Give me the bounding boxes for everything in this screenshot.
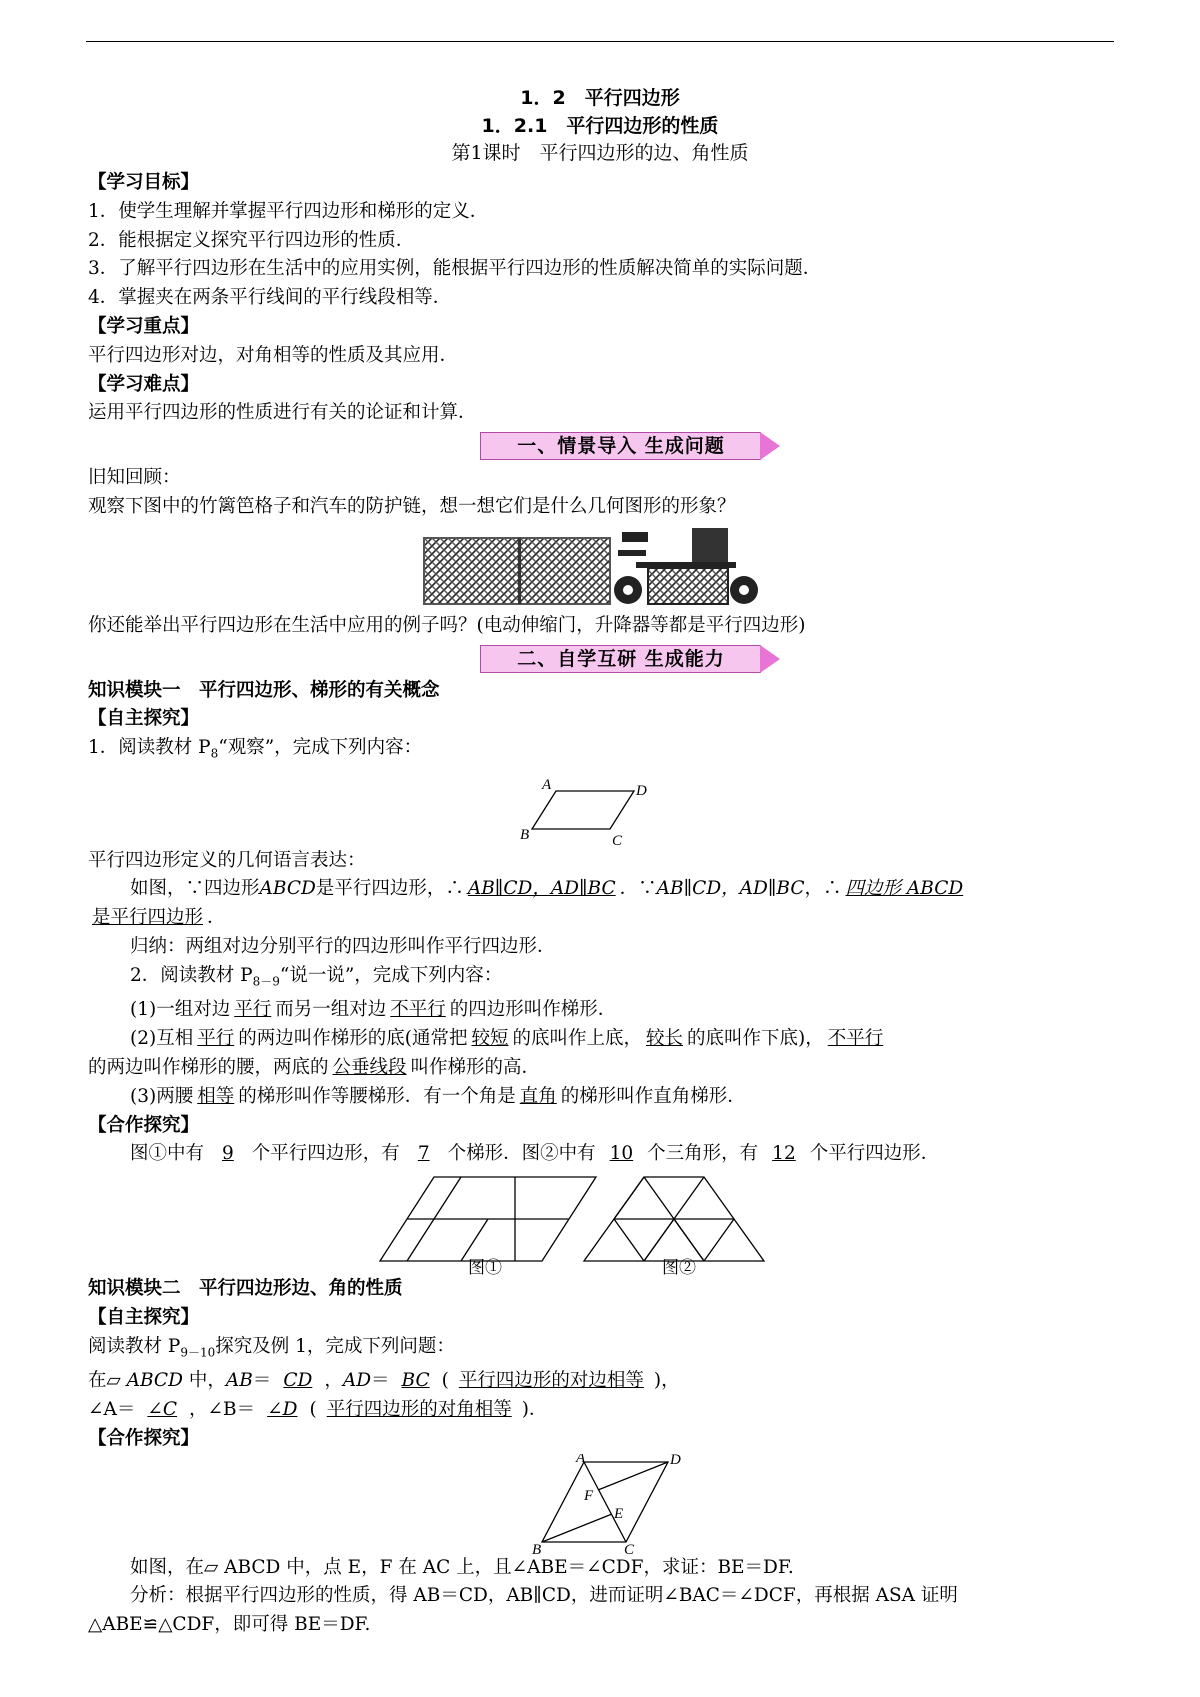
trapezoid-def-2: (2)互相 平行 的两边叫作梯形的底(通常把 较短 的底叫作上底， 较长 的底叫作下底)， 不平行 xyxy=(130,1028,884,1050)
counting-figures xyxy=(88,1169,1112,1275)
coop-heading: 【合作探究】 xyxy=(88,1114,200,1136)
definition-intro: 平行四边形定义的几何语言表达： xyxy=(88,849,366,871)
review-question-2: 你还能举出平行四边形在生活中应用的例子吗？(电动伸缩门，升降器等都是平行四边形) xyxy=(88,614,806,636)
banner-arrow-icon xyxy=(760,432,780,460)
car-guard-chain-image xyxy=(614,528,758,604)
parallelogram-abcd-ef-diagram xyxy=(88,1454,1112,1554)
parallelogram-figure-2 xyxy=(88,1454,1112,1554)
analysis-line-1: 分析：根据平行四边形的性质，得 AB＝CD，AB∥CD，进而证明∠BAC＝∠DCF，再根据 ASA 证明 xyxy=(130,1585,958,1607)
vertex-label-a: A xyxy=(576,1453,586,1466)
difficulty-heading: 【学习难点】 xyxy=(88,373,200,395)
review-question: 观察下图中的竹篱笆格子和汽车的防护链，想一想它们是什么几何图形的形象？ xyxy=(88,495,736,517)
summary: 归纳：两组对边分别平行的四边形叫作平行四边形． xyxy=(130,936,556,958)
parallelogram-figure-1 xyxy=(88,769,1112,847)
lesson-title: 第1课时 平行四边形的边、角性质 xyxy=(451,142,749,164)
fence-and-chain-illustration xyxy=(88,522,1112,612)
self-study-heading-2: 【自主探究】 xyxy=(88,1306,200,1328)
subsection-title: 1．2.1 平行四边形的性质 xyxy=(481,115,719,137)
section-banner-1 xyxy=(88,430,1112,462)
read-instruction-2: 2．阅读教材 $P_{8-9}“$说一说”，完成下列内容： xyxy=(130,964,503,989)
goal-item: 1．使学生理解并掌握平行四边形和梯形的定义． xyxy=(88,200,489,222)
banner-arrow-icon xyxy=(760,645,780,673)
banner-label: 一、情景导入 生成问题 xyxy=(480,432,761,460)
definition-line: 如图，∵四边形ABCD是平行四边形，∴ AB∥CD，AD∥BC ．∵AB∥CD，AD∥BC，∴ 四边形 ABCD xyxy=(88,875,1112,904)
trapezoid-def-1: (1)一组对边 平行 而另一组对边 不平行 的四边形叫作梯形． xyxy=(130,999,617,1021)
goal-item: 3．了解平行四边形在生活中的应用实例，能根据平行四边形的性质解决简单的实际问题． xyxy=(88,258,822,280)
point-label-e: E xyxy=(614,1505,624,1522)
coop-heading-2: 【合作探究】 xyxy=(88,1427,200,1449)
self-study-heading: 【自主探究】 xyxy=(88,708,200,730)
review-label: 旧知回顾： xyxy=(88,467,181,489)
figures-1-and-2 xyxy=(88,1169,1112,1275)
proof-problem: 如图，在▱ ABCD 中，点 E，F 在 AC 上，且∠ABE＝∠CDF，求证：BE＝DF. xyxy=(130,1556,794,1578)
parallelogram-abcd-diagram xyxy=(88,769,1112,847)
figure-2-label: 图② xyxy=(662,1258,696,1276)
goal-item: 2．能根据定义探究平行四边形的性质． xyxy=(88,229,415,251)
property-angles: ∠A＝ ∠C ，∠B＝ ∠D ( 平行四边形的对角相等 )． xyxy=(88,1398,548,1420)
definition-line-cont: 是平行四边形 ． xyxy=(88,904,1112,933)
module1-title: 知识模块一 平行四边形、梯形的有关概念 xyxy=(88,679,440,701)
goals-heading: 【学习目标】 xyxy=(88,172,200,193)
photos-row xyxy=(88,522,1112,612)
read-instruction-3: 阅读教材 $P_{9-10}$探究及例 1，完成下列问题： xyxy=(88,1335,455,1360)
figure-2-triangle-grid xyxy=(584,1177,764,1261)
goal-item: 4．掌握夹在两条平行线间的平行线段相等． xyxy=(88,287,452,309)
vertex-label-b: B xyxy=(520,826,530,843)
answer-blank: AB∥CD，AD∥BC xyxy=(467,878,616,900)
analysis-line-2: △ABE≌△CDF，即可得 BE＝DF. xyxy=(88,1614,371,1636)
vertex-label-c: C xyxy=(624,1541,635,1554)
section-banner-2 xyxy=(88,643,1112,675)
fence-image xyxy=(424,538,610,604)
banner-label: 二、自学互研 生成能力 xyxy=(480,645,761,673)
focus-text: 平行四边形对边，对角相等的性质及其应用． xyxy=(88,344,459,366)
document-page xyxy=(88,84,1112,1640)
focus-heading: 【学习重点】 xyxy=(88,315,200,337)
point-label-f: F xyxy=(584,1487,594,1504)
figure-1-label: 图① xyxy=(468,1258,502,1276)
vertex-label-d: D xyxy=(636,782,647,799)
vertex-label-a: A xyxy=(542,776,552,793)
section-title: 1．2 平行四边形 xyxy=(520,87,680,109)
header-rule xyxy=(86,41,1114,42)
answer-blank: 是平行四边形 xyxy=(92,907,204,929)
vertex-label-c: C xyxy=(612,832,623,847)
trapezoid-def-2-cont: 的两边叫作梯形的腰，两底的 公垂线段 叫作梯形的高． xyxy=(88,1056,541,1078)
vertex-label-d: D xyxy=(670,1453,681,1468)
counting-question: 图①中有 9 个平行四边形，有 7 个梯形．图②中有 10 个三角形，有 12 个平行四边形． xyxy=(130,1143,940,1165)
property-sides: 在▱ ABCD 中，AB＝ CD ，AD＝ BC ( 平行四边形的对边相等 )， xyxy=(88,1370,680,1392)
read-instruction-1: 1．阅读教材 $P_8“$观察”，完成下列内容： xyxy=(88,737,423,761)
difficulty-text: 运用平行四边形的性质进行有关的论证和计算． xyxy=(88,402,477,424)
module2-title: 知识模块二 平行四边形边、角的性质 xyxy=(88,1278,403,1300)
figure-1-parallelogram-grid xyxy=(380,1177,596,1261)
answer-blank: 四边形 ABCD xyxy=(845,878,964,900)
vertex-label-b: B xyxy=(532,1541,542,1554)
trapezoid-def-3: (3)两腰 相等 的梯形叫作等腰梯形．有一个角是 直角 的梯形叫作直角梯形． xyxy=(130,1085,746,1107)
